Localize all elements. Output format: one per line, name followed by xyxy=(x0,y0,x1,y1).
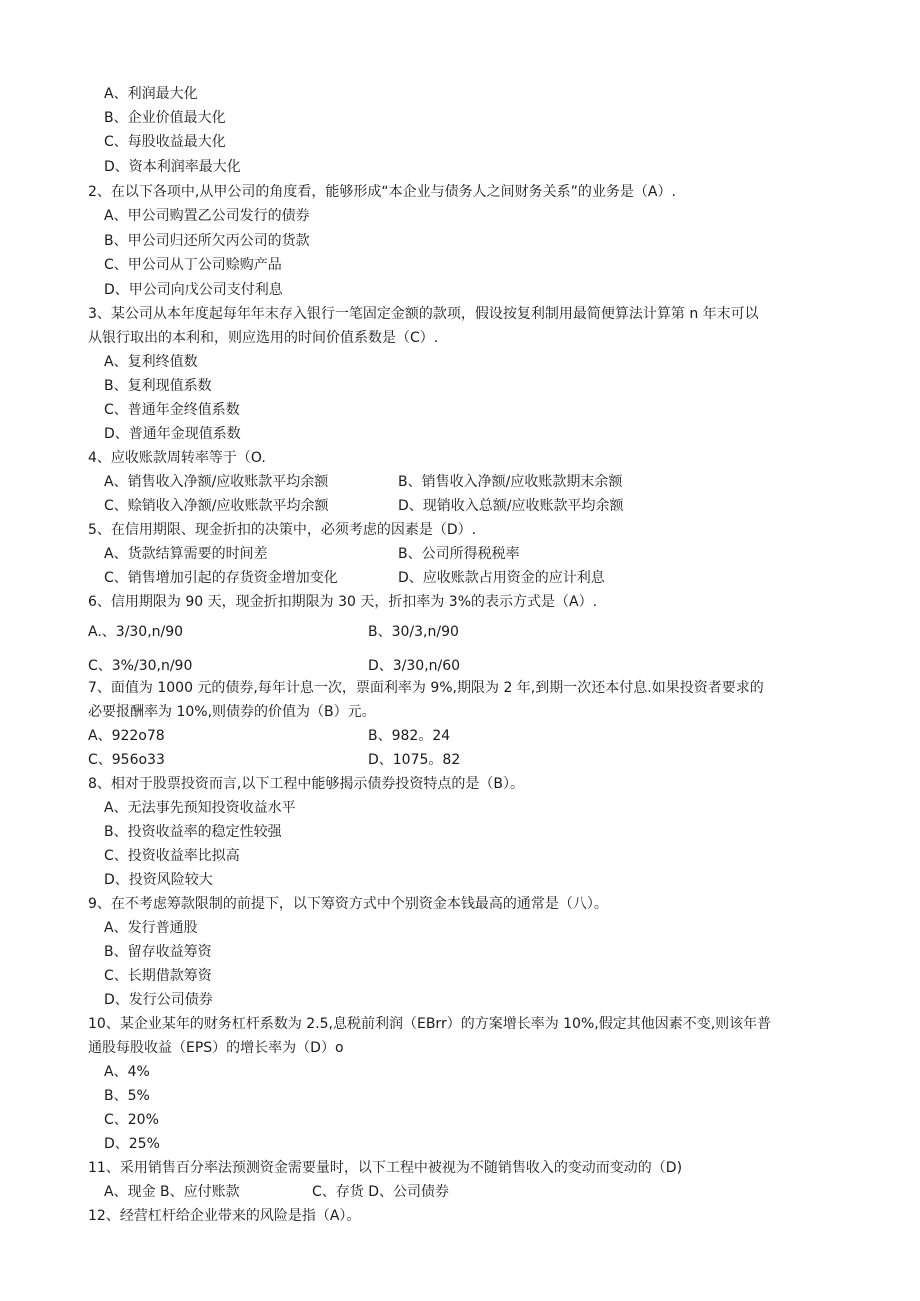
answer-option: D、资本利润率最大化 xyxy=(104,159,241,175)
answer-option: B、30/3,n/90 xyxy=(368,624,459,640)
answer-option: B、留存收益筹资 xyxy=(104,944,212,960)
answer-option: A、甲公司购置乙公司发行的债券 xyxy=(104,208,310,224)
question-text: 5、在信用期限、现金折扣的决策中，必须考虑的因素是（D）. xyxy=(88,522,477,538)
answer-option: B、企业价值最大化 xyxy=(104,110,226,126)
answer-option: D、现销收入总额/应收账款平均余额 xyxy=(398,498,624,514)
question-text: 11、采用销售百分率法预测资金需要量时，以下工程中被视为不随销售收入的变动而变动的（D) xyxy=(88,1160,683,1176)
answer-option: A、货款结算需要的时间差 xyxy=(104,546,268,562)
answer-option: D、1075。82 xyxy=(368,752,461,768)
answer-option: D、普通年金现值系数 xyxy=(104,426,241,442)
answer-option: A、发行普通股 xyxy=(104,920,198,936)
answer-option: C、赊销收入净额/应收账款平均余额 xyxy=(104,498,329,514)
question-text: 从银行取出的本利和，则应选用的时间价值系数是（C）. xyxy=(88,330,439,346)
answer-option: B、982。24 xyxy=(368,728,451,744)
answer-option: C、956o33 xyxy=(88,752,165,768)
question-text: 2、在以下各项中,从甲公司的角度看，能够形成“本企业与债务人之间财务关系”的业务是（A）. xyxy=(88,184,676,200)
answer-option: A、利润最大化 xyxy=(104,86,198,102)
answer-option: A.、3/30,n/90 xyxy=(88,624,184,640)
answer-option: B、投资收益率的稳定性较强 xyxy=(104,824,282,840)
answer-option: C、每股收益最大化 xyxy=(104,134,226,150)
question-text: 通股每股收益（EPS）的增长率为（D）o xyxy=(88,1040,344,1056)
answer-option: A、4% xyxy=(104,1064,150,1080)
answer-option: B、销售收入净额/应收账款期末余额 xyxy=(398,474,623,490)
answer-option: A、922o78 xyxy=(88,728,165,744)
question-text: 12、经营杠杆给企业带来的风险是指（A）。 xyxy=(88,1208,361,1224)
answer-option: A、无法事先预知投资收益水平 xyxy=(104,800,296,816)
question-text: 7、面值为 1000 元的债券,每年计息一次，票面利率为 9%,期限为 2 年,到期一次还本付息.如果投资者要求的 xyxy=(88,680,764,696)
answer-option: B、甲公司归还所欠丙公司的货款 xyxy=(104,233,310,249)
answer-option: C、长期借款筹资 xyxy=(104,968,212,984)
answer-option: C、20% xyxy=(104,1112,159,1128)
question-text: 10、某企业某年的财务杠杆系数为 2.5,息税前利润（EBrr）的方案增长率为 10%,假定其他因素不变,则该年普 xyxy=(88,1016,772,1032)
answer-option: C、存货 D、公司债券 xyxy=(312,1184,450,1200)
answer-option: C、普通年金终值系数 xyxy=(104,402,240,418)
answer-option: C、3%/30,n/90 xyxy=(88,658,193,674)
answer-option: D、甲公司向戊公司支付利息 xyxy=(104,282,283,298)
question-text: 8、相对于股票投资而言,以下工程中能够揭示债券投资特点的是（B）。 xyxy=(88,776,524,792)
answer-option: D、发行公司债券 xyxy=(104,992,213,1008)
question-text: 3、某公司从本年度起每年年末存入银行一笔固定金额的款项，假设按复利制用最简便算法计算第 n 年末可以 xyxy=(88,306,759,322)
answer-option: B、5% xyxy=(104,1088,150,1104)
answer-option: C、甲公司从丁公司赊购产品 xyxy=(104,257,282,273)
answer-option: D、投资风险较大 xyxy=(104,872,213,888)
answer-option: B、公司所得税税率 xyxy=(398,546,520,562)
answer-option: D、3/30,n/60 xyxy=(368,658,461,674)
answer-option: C、销售增加引起的存货资金增加变化 xyxy=(104,570,338,586)
answer-option: B、复利现值系数 xyxy=(104,378,212,394)
question-text: 4、应收账款周转率等于（O. xyxy=(88,450,266,466)
answer-option: A、现金 B、应付账款 xyxy=(104,1184,240,1200)
answer-option: D、25% xyxy=(104,1136,160,1152)
answer-option: A、销售收入净额/应收账款平均余额 xyxy=(104,474,329,490)
question-text: 必要报酬率为 10%,则债券的价值为（B）元。 xyxy=(88,704,376,720)
answer-option: D、应收账款占用资金的应计利息 xyxy=(398,570,605,586)
answer-option: A、复利终值数 xyxy=(104,354,198,370)
answer-option: C、投资收益率比拟高 xyxy=(104,848,240,864)
question-text: 6、信用期限为 90 天，现金折扣期限为 30 天，折扣率为 3%的表示方式是（A）. xyxy=(88,594,598,610)
question-text: 9、在不考虑筹款限制的前提下，以下筹资方式中个别资金本钱最高的通常是（八）。 xyxy=(88,896,608,912)
